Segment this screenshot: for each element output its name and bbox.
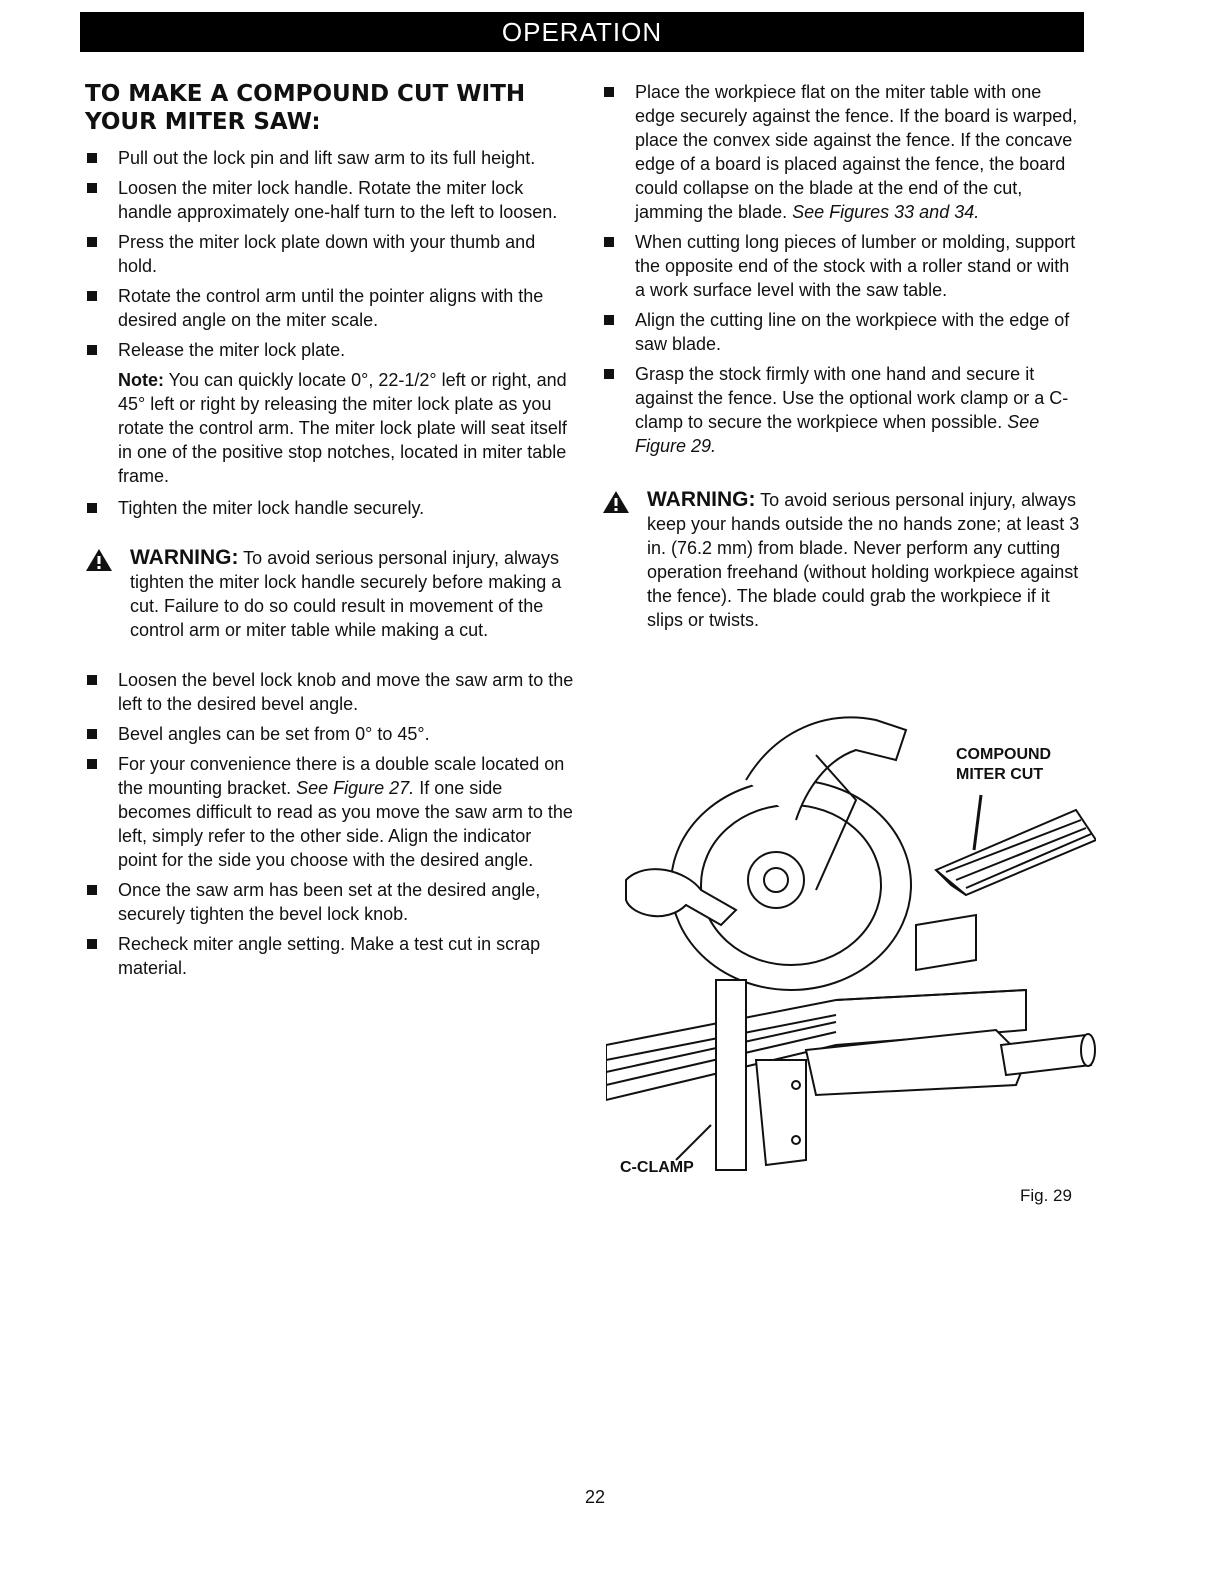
warning-block-left [85, 546, 575, 642]
section-header-bar [80, 12, 1084, 52]
list-item: Loosen the bevel lock knob and move the saw arm to the left to the desired bevel angle. [85, 668, 575, 716]
scale-text-a: For your convenience there is a double scale located on the mounting bracket. [118, 754, 565, 798]
warning-label: WARNING: [647, 488, 756, 511]
compound-cut-heading: TO MAKE A COMPOUND CUT WITH YOUR MITER SAW: [85, 81, 526, 135]
right-column [602, 80, 1082, 658]
note-text: You can quickly locate 0°, 22-1/2° left or right, and 45° left or right by releasing the miter lock plate as you rotate the control arm. The miter lock plate will seat itself in one of the positive stop notches, located in miter table frame. [118, 370, 567, 486]
list-item [85, 752, 575, 872]
list-item: Press the miter lock plate down with your thumb and hold. [85, 230, 575, 278]
warning-text: To avoid serious personal injury, always tighten the miter lock handle securely before making a cut. Failure to do so could result in movement of the control arm or miter table while making a cut. [130, 548, 562, 640]
steps-list-right [602, 80, 1082, 458]
warning-label: WARNING: [130, 546, 239, 569]
figure-reference: See Figure 29. [635, 412, 1040, 456]
list-item [602, 362, 1082, 458]
list-item: Tighten the miter lock handle securely. [85, 496, 575, 520]
list-item [602, 80, 1082, 224]
miter-saw-figure [606, 700, 1096, 1180]
c-clamp-label: C-CLAMP [620, 1159, 694, 1176]
list-item: Pull out the lock pin and lift saw arm to its full height. [85, 146, 575, 170]
warning-triangle-icon [85, 548, 113, 572]
warning-triangle-icon [602, 490, 630, 514]
steps-list-a [85, 146, 575, 362]
page-number: 22 [585, 1487, 606, 1507]
figure-reference: See Figures 33 and 34. [792, 202, 980, 222]
figure-reference: See Figure 27. [296, 778, 415, 798]
left-column [85, 80, 575, 986]
list-item: Loosen the miter lock handle. Rotate the miter lock handle approximately one-half turn to the left to loosen. [85, 176, 575, 224]
list-item: Release the miter lock plate. [85, 338, 575, 362]
steps-list-b [85, 496, 575, 520]
section-header-title: OPERATION [501, 17, 663, 47]
label-line: COMPOUND [956, 746, 1052, 763]
warning-text: To avoid serious personal injury, always keep your hands outside the no hands zone; at least 3 in. (76.2 mm) from blade. Never perform any cutting operation freehand (without holding workpiece against the fence). The blade could grab the workpiece if it slips or twists. [647, 490, 1080, 630]
list-item: Once the saw arm has been set at the desired angle, securely tighten the bevel lock knob. [85, 878, 575, 926]
label-line: MITER CUT [956, 766, 1044, 783]
warning-block-right [602, 488, 1082, 632]
compound-miter-cut-label [956, 745, 1051, 785]
scale-text-b: If one side becomes difficult to read as you move the saw arm to the left, simply refer to the other side. Align the indicator point for the side you choose with the desired angle. [118, 778, 573, 870]
step-text: Place the workpiece flat on the miter table with one edge securely against the fence. If the board is warped, place the convex side against the fence. If the concave edge of a board is placed against the fence, the board could collapse on the blade at the end of the cut, jamming the blade. [635, 82, 1078, 222]
step-text: Grasp the stock firmly with one hand and secure it against the fence. Use the optional work clamp or a C-clamp to secure the workpiece when possible. [635, 364, 1069, 432]
list-item: Bevel angles can be set from 0° to 45°. [85, 722, 575, 746]
list-item: Recheck miter angle setting. Make a test cut in scrap material. [85, 932, 575, 980]
note-paragraph [85, 368, 575, 488]
steps-list-c [85, 668, 575, 980]
list-item: When cutting long pieces of lumber or molding, support the opposite end of the stock with a roller stand or with a work surface level with the saw table. [602, 230, 1082, 302]
list-item: Rotate the control arm until the pointer aligns with the desired angle on the miter scale. [85, 284, 575, 332]
note-label: Note: [118, 370, 164, 390]
figure-caption: Fig. 29 [1020, 1186, 1072, 1205]
list-item: Align the cutting line on the workpiece with the edge of saw blade. [602, 308, 1082, 356]
